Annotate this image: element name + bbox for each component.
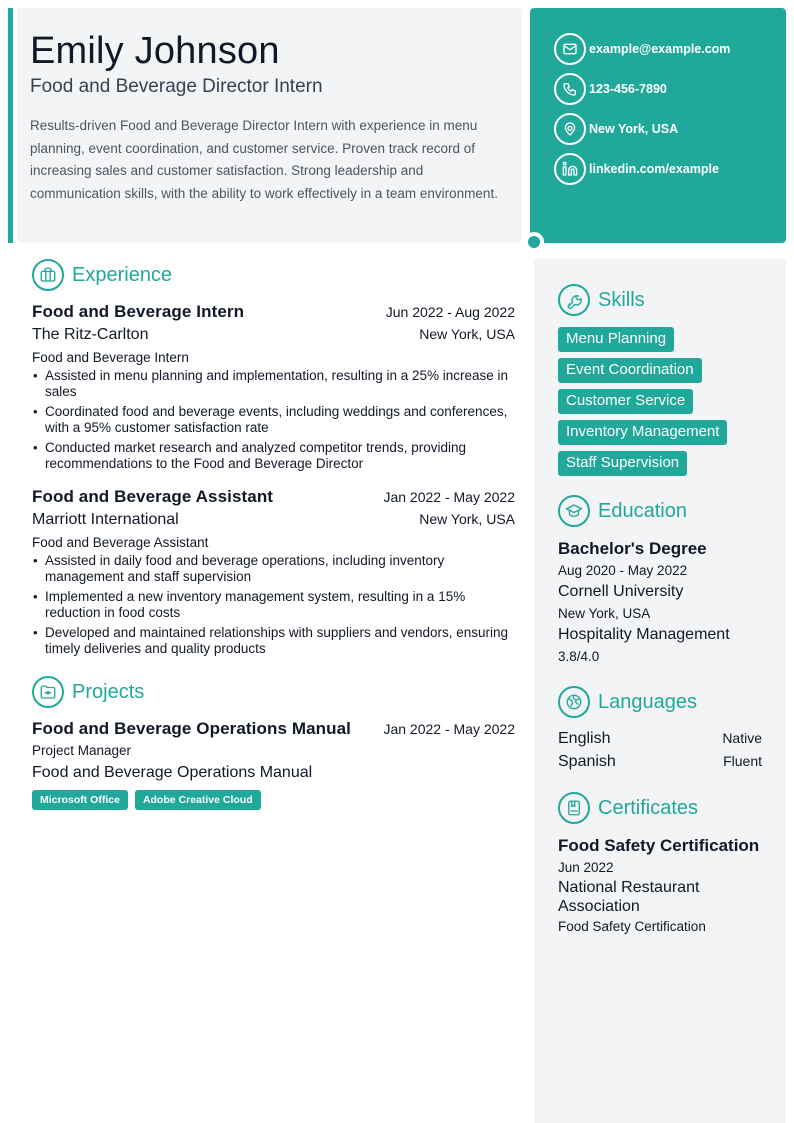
contact-location-text: New York, USA (589, 122, 679, 136)
certificate-book-icon (558, 792, 590, 824)
skills-section (558, 283, 762, 476)
language-level: Fluent (723, 753, 762, 769)
job-role: Food and Beverage Assistant (32, 535, 209, 550)
header-card (17, 8, 522, 243)
certificate-name: Food Safety Certification (558, 836, 760, 855)
briefcase-icon (32, 259, 64, 291)
summary: Results-driven Food and Beverage Director Intern with experience in menu planning, event coordination, and customer service. Proven track record of increasing sales and customer satisfaction. Strong leadership and communication skills, with the ability to work effectively in a team environment. (30, 118, 498, 202)
language-name: English (558, 730, 611, 747)
contact-linkedin-text: linkedin.com/example (589, 162, 719, 176)
education-gpa: 3.8/4.0 (558, 649, 600, 664)
job-company: The Ritz-Carlton (32, 326, 149, 343)
certificates-title: Certificates (598, 796, 699, 819)
contact-panel (530, 8, 786, 243)
job-position: Food and Beverage Assistant (32, 487, 274, 506)
experience-entry (32, 486, 515, 657)
graduation-cap-icon (558, 495, 590, 527)
job-bullet: • Coordinated food and beverage events, including weddings and conferences, with a 95% customer satisfaction rate (32, 404, 515, 436)
project-tag: Microsoft Office (32, 790, 128, 810)
job-bullet: • Conducted market research and analyzed competitor trends, providing recommendations to the Food and Beverage Director (32, 440, 515, 472)
job-bullets (32, 553, 515, 657)
job-role: Food and Beverage Intern (32, 350, 189, 365)
language-row (558, 727, 762, 750)
skill-tag: Inventory Management (558, 420, 727, 445)
skill-tag: Staff Supervision (558, 451, 687, 476)
project-entry (32, 718, 515, 810)
certificates-section (558, 791, 762, 937)
skills-title: Skills (598, 288, 645, 311)
certificate-issuer: National Restaurant Association (558, 879, 700, 915)
project-role: Project Manager (32, 743, 132, 758)
accent-bar (8, 8, 13, 243)
folder-icon (32, 676, 64, 708)
linkedin-icon (554, 153, 586, 185)
wrench-icon (558, 284, 590, 316)
education-dates: Aug 2020 - May 2022 (558, 563, 688, 578)
experience-header (32, 258, 515, 292)
skill-tag: Event Coordination (558, 358, 702, 383)
skill-tag: Menu Planning (558, 327, 674, 352)
skills-header (558, 283, 762, 317)
project-tag: Adobe Creative Cloud (135, 790, 261, 810)
projects-header (32, 675, 515, 709)
contact-phone-text: 123-456-7890 (589, 82, 667, 96)
job-bullet: • Assisted in menu planning and implementation, resulting in a 25% increase in sales (32, 368, 515, 400)
map-pin-icon (554, 113, 586, 145)
job-location: New York, USA (419, 511, 515, 527)
candidate-title: Food and Beverage Director Intern (30, 76, 323, 97)
education-location: New York, USA (558, 606, 651, 621)
candidate-name: Emily Johnson (30, 30, 280, 72)
job-bullet: • Developed and maintained relationships with suppliers and vendors, ensuring timely deliveries and quality products (32, 625, 515, 657)
certificate-description: Food Safety Certification (558, 919, 706, 934)
certificate-date: Jun 2022 (558, 860, 614, 875)
contact-linkedin[interactable] (554, 152, 786, 186)
mail-icon (554, 33, 586, 65)
education-section (558, 494, 762, 667)
job-position: Food and Beverage Intern (32, 302, 245, 321)
project-dates: Jan 2022 - May 2022 (383, 721, 515, 737)
contact-location (554, 112, 786, 146)
sidebar (534, 259, 786, 1123)
globe-icon (558, 686, 590, 718)
education-field: Hospitality Management (558, 626, 730, 643)
languages-section (558, 685, 762, 773)
job-bullets (32, 368, 515, 472)
education-title: Education (598, 499, 687, 522)
education-degree: Bachelor's Degree (558, 539, 707, 558)
job-location: New York, USA (419, 326, 515, 342)
language-level: Native (722, 730, 762, 746)
job-dates: Jun 2022 - Aug 2022 (385, 304, 515, 320)
education-school: Cornell University (558, 583, 684, 600)
experience-title: Experience (72, 263, 173, 286)
project-description: Food and Beverage Operations Manual (32, 764, 313, 781)
job-dates: Jan 2022 - May 2022 (383, 489, 515, 505)
contact-email-text: example@example.com (589, 42, 731, 56)
phone-icon (554, 73, 586, 105)
language-name: Spanish (558, 753, 616, 770)
project-name: Food and Beverage Operations Manual (32, 719, 352, 738)
languages-header (558, 685, 762, 719)
job-company: Marriott International (32, 511, 179, 528)
project-tags (32, 790, 515, 810)
certificates-header (558, 791, 762, 825)
projects-title: Projects (72, 680, 145, 703)
education-header (558, 494, 762, 528)
experience-entry (32, 301, 515, 472)
skills-list (558, 321, 762, 476)
languages-title: Languages (598, 690, 697, 713)
main-column (32, 258, 515, 810)
job-bullet: • Assisted in daily food and beverage operations, including inventory management and staff supervision (32, 553, 515, 585)
language-row (558, 750, 762, 773)
timeline-dot (524, 232, 544, 252)
contact-phone[interactable] (554, 72, 786, 106)
job-bullet: • Implemented a new inventory management system, resulting in a 15% reduction in food costs (32, 589, 515, 621)
contact-email[interactable] (554, 32, 786, 66)
skill-tag: Customer Service (558, 389, 693, 414)
